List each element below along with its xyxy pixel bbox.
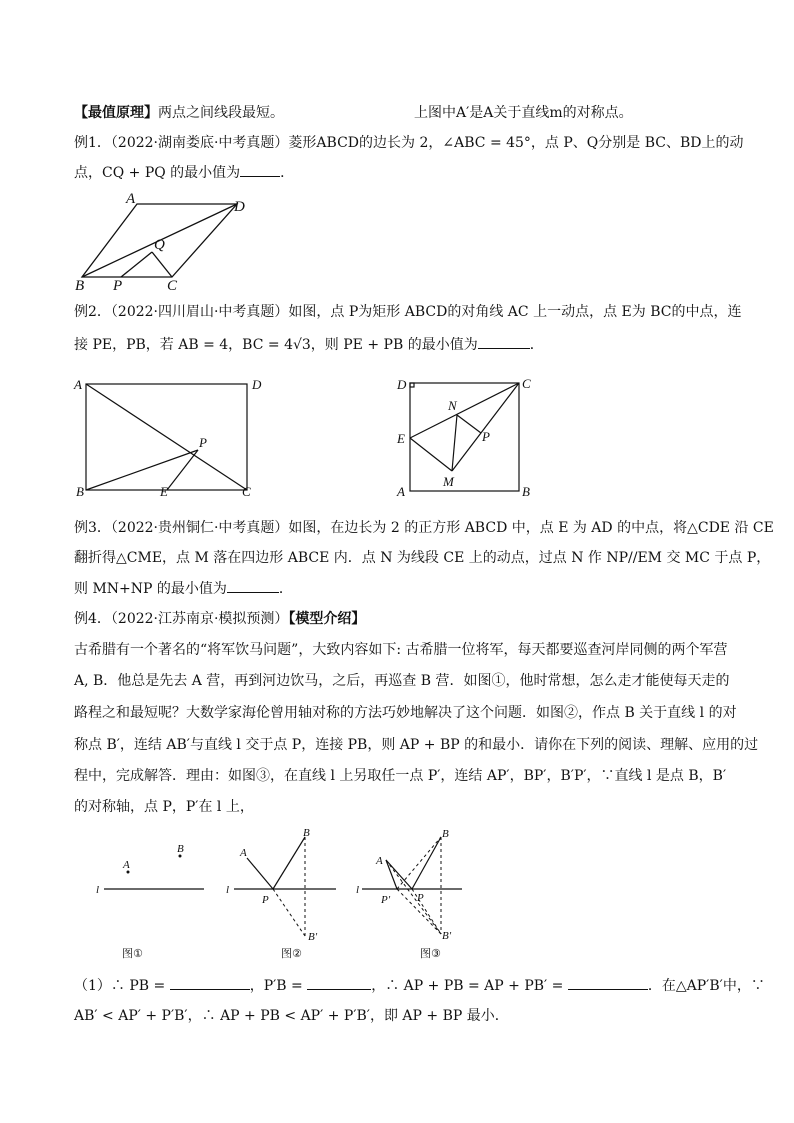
ex3-figure-square xyxy=(394,372,544,500)
q1-blank-sum[interactable] xyxy=(568,975,648,990)
fig2-label-p: P xyxy=(262,894,269,906)
ex1-answer-blank[interactable] xyxy=(240,162,280,177)
ex4-figure-2 xyxy=(226,826,346,963)
segment-np xyxy=(457,415,481,433)
ex1-line2-end: ． xyxy=(280,165,295,181)
ex1-label-b: B xyxy=(75,278,85,294)
fig3-label-p-prime: P′ xyxy=(381,894,391,906)
fig2-segment-pb2 xyxy=(273,889,305,936)
ex4-question1-line1 xyxy=(74,975,765,996)
caption-fig1: 图① xyxy=(122,947,143,960)
ex1-label-p: P xyxy=(113,278,123,294)
ex4-line1 xyxy=(74,609,365,629)
ex3-line2: 翻折得△CME，点 M 落在四边形 ABCE 内．点 N 为线段 CE 上的动点，过点 N 作 NP//EM 交 MC 于点 P， xyxy=(74,550,771,566)
ex1-line2-text: 点，CQ + PQ 的最小值为 xyxy=(74,165,241,181)
ex4-model-heading: 【模型介绍】 xyxy=(288,611,366,627)
ex3-label-n: N xyxy=(448,398,457,413)
ex2-fig1-label-p: P xyxy=(199,435,207,450)
fig2-segment-ap xyxy=(247,858,273,889)
ex4-figure-3 xyxy=(356,826,476,963)
fig1-label-a: A xyxy=(123,859,130,871)
fig3-label-l: l xyxy=(356,884,360,896)
fig2-label-a: A xyxy=(240,847,247,859)
ex4-paragraph-line5: 程中，完成解答．理由：如图③，在直线 l 上另取任一点 P′，连结 AP′，BP′，B′P′，∵直线 l 是点 B，B′ xyxy=(74,768,727,784)
ex3-line3-end: ． xyxy=(278,581,293,597)
ex4-paragraph-line6: 的对称轴，点 P，P′在 l 上， xyxy=(74,799,254,815)
ex4-question1-line2: AB′ < AP′ + P′B′，∴ AP + PB < AP′ + P′B′，即 AP + BP 最小． xyxy=(74,1008,509,1024)
q1-part-a: （1）∴ PB = xyxy=(74,978,166,994)
ex3-label-d: D xyxy=(397,377,407,392)
ex1-label-q: Q xyxy=(154,237,165,253)
ex4-figure-1 xyxy=(94,835,214,963)
ex2-answer-blank[interactable] xyxy=(478,334,530,349)
fig3-segment-pb xyxy=(412,837,441,889)
ex2-line2 xyxy=(74,334,544,355)
fig3-label-p: P xyxy=(417,892,424,904)
ex3-label-a: A xyxy=(397,484,405,499)
segment-em xyxy=(410,438,452,471)
ex1-label-d: D xyxy=(234,199,245,215)
segment-ce xyxy=(410,383,519,438)
ex1-line1: 例1．（2022·湖南娄底·中考真题）菱形ABCD的边长为 2，∠ABC = 45°，点 P、Q分别是 BC、BD上的动 xyxy=(74,135,744,151)
ex4-source: 例4．（2022·江苏南京·模拟预测） xyxy=(74,611,289,627)
ex2-line1: 例2．（2022·四川眉山·中考真题）如图，点 P为矩形 ABCD的对角线 AC 上一动点，点 E为 BC的中点，连 xyxy=(74,304,742,320)
segment-mc xyxy=(452,383,519,471)
principle-heading: 【最值原理】 xyxy=(74,105,158,121)
square-abcd xyxy=(410,383,519,491)
ex2-fig1-label-d: D xyxy=(252,377,262,392)
fig2-label-b-prime: B′ xyxy=(308,931,318,943)
q1-blank-pb[interactable] xyxy=(170,975,250,990)
ex3-label-p: P xyxy=(482,429,490,444)
principle-text: 两点之间线段最短。 xyxy=(158,105,284,121)
ex3-label-b: B xyxy=(522,484,530,499)
q1-part-c: ，∴ AP + PB = AP + PB′ = xyxy=(371,978,564,994)
fig3-segment-ap2 xyxy=(386,860,397,889)
fig1-label-b: B xyxy=(177,843,184,855)
ex2-fig1-label-b: B xyxy=(76,484,84,499)
fig3-segment-p2b xyxy=(397,837,441,889)
principle-note: 上图中A′是A关于直线m的对称点。 xyxy=(414,105,633,121)
caption-fig3: 图③ xyxy=(420,947,441,960)
fig3-label-b: B xyxy=(442,828,449,840)
ex4-paragraph-line3: 路程之和最短呢？大数学家海伦曾用轴对称的方法巧妙地解决了这个问题．如图②，作点 B 关于直线 l 的对 xyxy=(74,705,737,721)
fig2-label-b: B xyxy=(303,827,310,839)
ex2-fig1-label-a: A xyxy=(74,377,82,392)
ex2-line2-end: ． xyxy=(529,337,544,353)
diagonal-ac xyxy=(86,384,247,490)
fig3-label-b-prime: B′ xyxy=(442,930,452,942)
ex2-fig1-label-e: E xyxy=(160,484,168,499)
ex4-paragraph-line4: 称点 B′，连结 AB′与直线 l 交于点 P，连接 PB，则 AP + BP 的和最小．请你在下列的阅读、理解、应用的过 xyxy=(74,737,759,753)
segment-mn xyxy=(452,415,457,471)
fig3-label-a: A xyxy=(376,855,383,867)
ex2-line2-text: 接 PE，PB，若 AB = 4，BC = 4√3，则 PE + PB 的最小值为 xyxy=(74,337,478,353)
fig3-segment-ab2 xyxy=(386,860,441,934)
right-angle-mark xyxy=(410,383,414,387)
fig3-segment-ap xyxy=(386,860,412,889)
ex1-figure-rhombus xyxy=(70,192,270,292)
q1-part-d: ．在△AP′B′中，∵ xyxy=(647,978,765,994)
ex3-line3 xyxy=(74,578,293,599)
ex4-paragraph-line1: 古希腊有一个著名的“将军饮马问题”，大致内容如下: 古希腊一位将军，每天都要巡查河岸同侧的两个军营 xyxy=(74,642,728,658)
fig2-label-l: l xyxy=(226,884,230,896)
q1-blank-p2b[interactable] xyxy=(307,975,371,990)
ex3-label-m: M xyxy=(443,474,454,489)
segment-cq xyxy=(152,252,172,277)
ex3-answer-blank[interactable] xyxy=(227,578,279,593)
q1-part-b: ，P′B = xyxy=(249,978,303,994)
ex1-label-c: C xyxy=(167,278,178,294)
ex3-label-c: C xyxy=(522,376,531,391)
ex1-label-a: A xyxy=(126,191,136,207)
ex3-line1: 例3．（2022·贵州铜仁·中考真题）如图，在边长为 2 的正方形 ABCD 中，点 E 为 AD 的中点，将△CDE 沿 CE xyxy=(74,520,774,536)
caption-fig2: 图② xyxy=(281,947,302,960)
fig2-segment-pb xyxy=(273,837,305,889)
segment-pb xyxy=(86,450,198,490)
ex2-fig1-label-c: C xyxy=(242,484,251,499)
principle-line xyxy=(74,103,284,123)
ex1-line2 xyxy=(74,162,294,183)
fig1-label-l: l xyxy=(96,884,100,896)
ex3-line3-text: 则 MN+NP 的最小值为 xyxy=(74,581,227,597)
ex2-figure-rectangle xyxy=(74,372,274,502)
ex4-paragraph-line2: A, B．他总是先去 A 营，再到河边饮马，之后，再巡查 B 营．如图①，他时常想，怎么走才能使每天走的 xyxy=(74,673,730,689)
ex3-label-e: E xyxy=(397,431,405,446)
